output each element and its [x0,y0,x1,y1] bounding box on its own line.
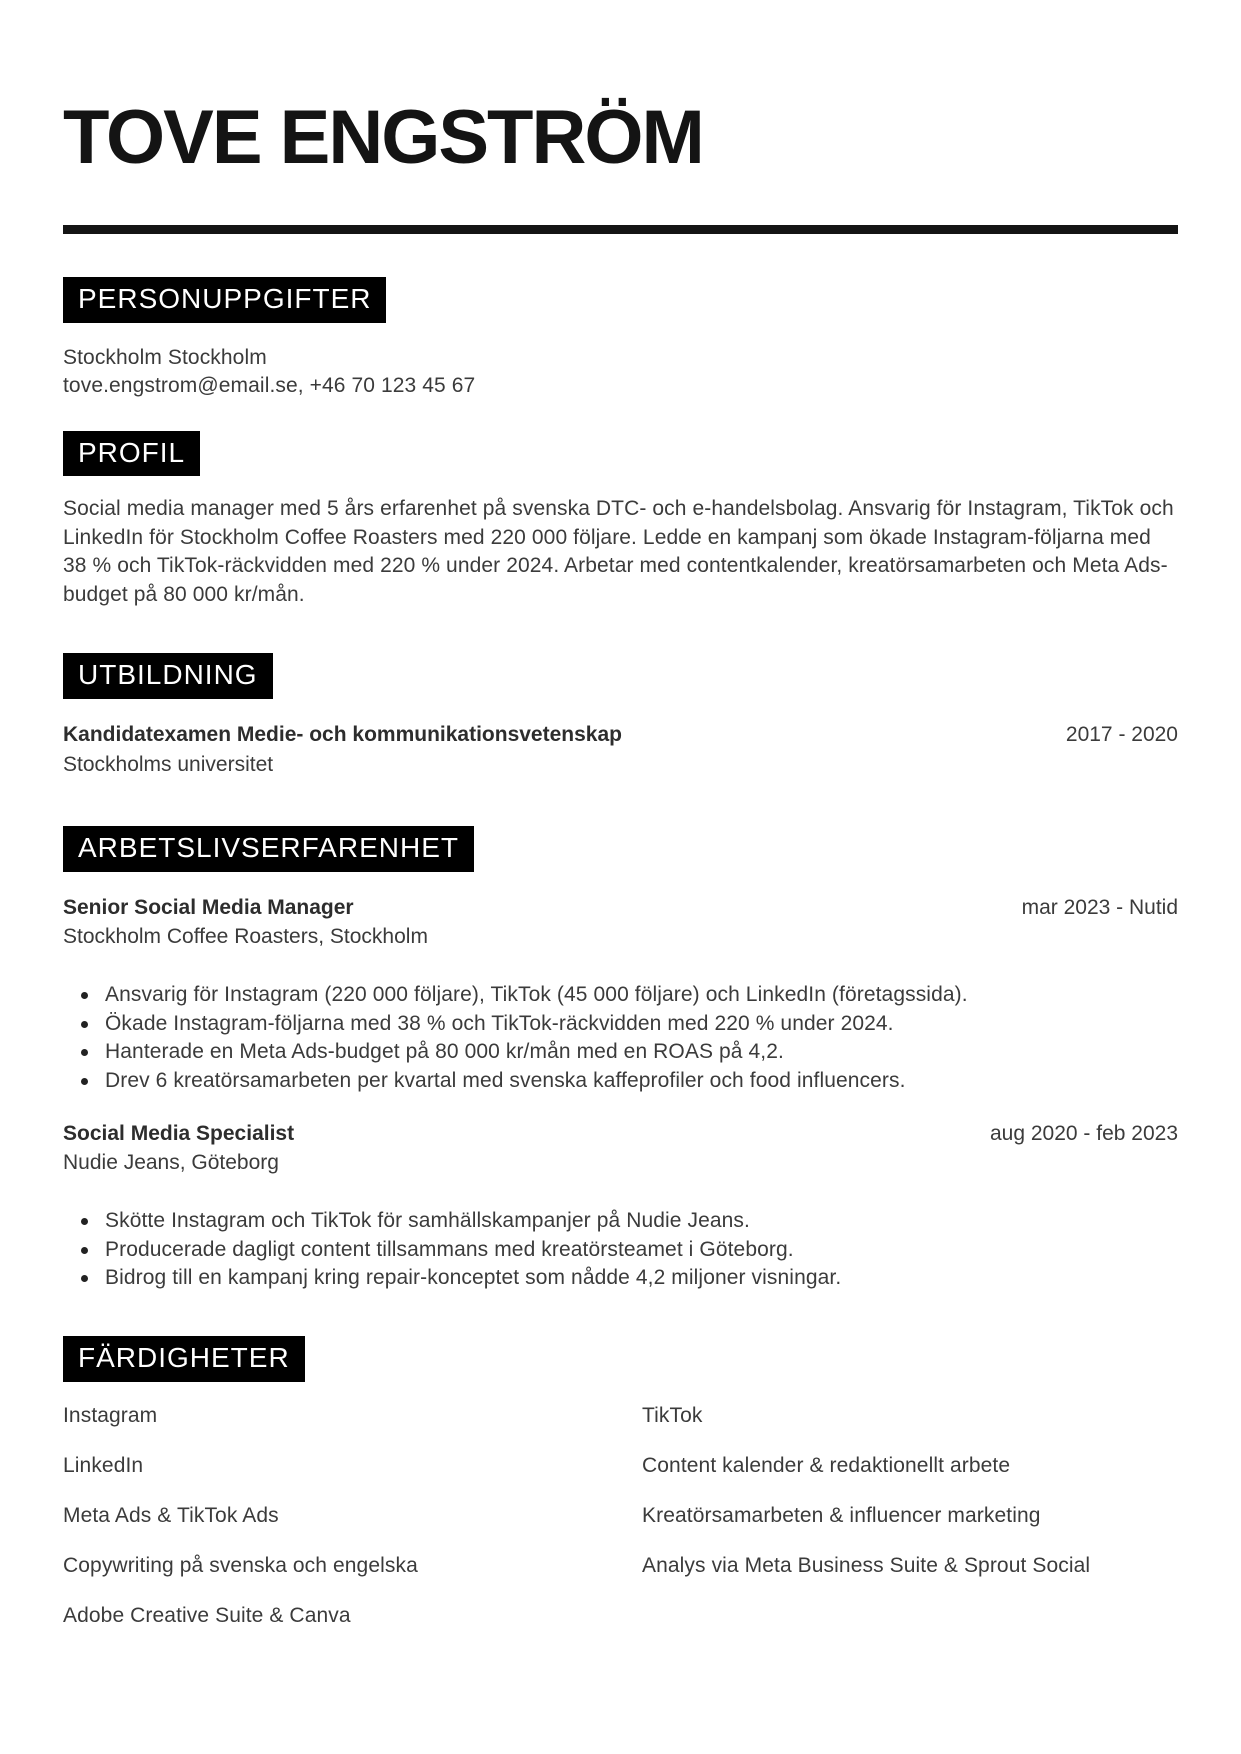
company-name: Nudie Jeans, Göteborg [63,1151,279,1175]
job-title: Social Media Specialist [63,1121,295,1145]
contact-text: tove.engstrom@email.se, +46 70 123 45 67 [63,374,476,398]
section-skills [63,1336,1178,1641]
degree-title: Kandidatexamen Medie- och kommunikationsvetenskap [63,723,622,747]
skill-item: Adobe Creative Suite & Canva [63,1603,351,1627]
section-profile [63,431,1178,610]
section-personal [63,277,1178,401]
bullet-item: Skötte Instagram och TikTok för samhällskampanjer på Nudie Jeans. [105,1207,1178,1236]
bullet-item: Bidrog till en kampanj kring repair-konceptet som nådde 4,2 miljoner visningar. [105,1264,1178,1293]
job-bullets [63,981,1178,1095]
contact-block [63,344,1178,401]
bullet-item: Producerade dagligt content tillsammans med kreatörsteamet i Göteborg. [105,1236,1178,1265]
job-dates: aug 2020 - feb 2023 [990,1121,1178,1145]
education-dates: 2017 - 2020 [1065,723,1178,747]
personal-heading: PERSONUPPGIFTER [63,277,386,323]
bullet-item: Drev 6 kreatörsamarbeten per kvartal med svenska kaffeprofiler och food influencers. [105,1067,1178,1096]
skill-item: TikTok [642,1403,703,1427]
school-name: Stockholms universitet [63,752,274,776]
job-bullets [63,1207,1178,1293]
header-divider [63,225,1178,234]
skill-item: Content kalender & redaktionellt arbete [642,1453,1011,1477]
skill-item: Kreatörsamarbeten & influencer marketing [642,1503,1041,1527]
resume-name-title: TOVE ENGSTRÖM [63,95,703,180]
bullet-item: Hanterade en Meta Ads-budget på 80 000 kr/mån med en ROAS på 4,2. [105,1038,1178,1067]
company-name: Stockholm Coffee Roasters, Stockholm [63,925,428,949]
experience-heading: ARBETSLIVSERFARENHET [63,826,474,872]
bullet-item: Ansvarig för Instagram (220 000 följare), TikTok (45 000 följare) och LinkedIn (företagssida). [105,981,1178,1010]
skill-item: LinkedIn [63,1453,144,1477]
experience-entry [63,894,1178,1096]
job-dates: mar 2023 - Nutid [1021,895,1178,919]
education-entry-head [63,721,1178,749]
skill-item: Analys via Meta Business Suite & Sprout Social [642,1553,1091,1577]
skills-grid [63,1391,1178,1641]
education-heading: UTBILDNING [63,653,273,699]
profile-text: Social media manager med 5 års erfarenhet på svenska DTC- och e-handelsbolag. Ansvarig för Instagram, TikTok och LinkedIn för Stockholm Coffee Roasters med 220 000 följare. Ledde en kampanj som ökade Instagram-följarna med 38 % och TikTok-räckvidden med 220 % under 2024. Arbetar med contentkalender, kreatörsamarbeten och Meta Ads-budget på 80 000 kr/mån. [63,497,1174,606]
skills-right-column [642,1391,1178,1641]
experience-entry-head [63,1120,1178,1148]
experience-entry-head [63,894,1178,922]
experience-entry [63,1120,1178,1293]
skill-item: Copywriting på svenska och engelska [63,1553,418,1577]
location-text: Stockholm Stockholm [63,345,267,369]
bullet-item: Ökade Instagram-följarna med 38 % och TikTok-räckvidden med 220 % under 2024. [105,1010,1178,1039]
skills-heading: FÄRDIGHETER [63,1336,305,1382]
profile-heading: PROFIL [63,431,200,477]
job-title: Senior Social Media Manager [63,895,354,919]
section-experience [63,826,1178,1293]
skill-item: Instagram [63,1403,158,1427]
skills-left-column [63,1391,642,1641]
skill-item: Meta Ads & TikTok Ads [63,1503,279,1527]
education-entry [63,721,1178,779]
section-education [63,653,1178,778]
